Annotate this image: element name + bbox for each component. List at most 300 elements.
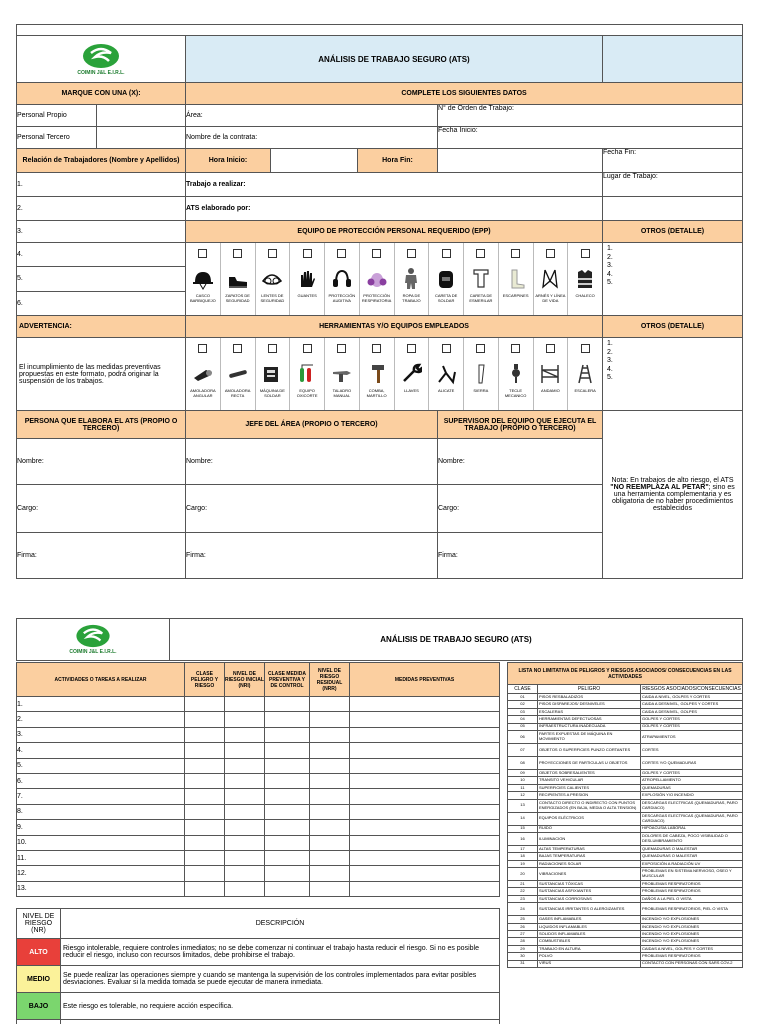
epp-checkbox[interactable] bbox=[581, 249, 590, 258]
list-item bbox=[508, 832, 743, 845]
actividad-input-cell[interactable] bbox=[185, 789, 225, 804]
herramienta-checkbox[interactable] bbox=[372, 344, 381, 353]
actividad-input-cell[interactable] bbox=[225, 758, 265, 773]
actividad-cell[interactable]: 6. bbox=[17, 773, 185, 788]
herramienta-icon bbox=[192, 362, 214, 386]
epp-checkbox[interactable] bbox=[546, 249, 555, 258]
herramienta-icon bbox=[227, 362, 249, 386]
fecha-inicio-field[interactable]: Fecha Inicio: bbox=[438, 127, 743, 149]
actividad-input-cell[interactable] bbox=[265, 758, 310, 773]
actividad-input-cell[interactable] bbox=[310, 835, 350, 850]
table-row bbox=[17, 712, 500, 727]
actividad-input-cell[interactable] bbox=[265, 697, 310, 712]
actividad-input-cell[interactable] bbox=[265, 789, 310, 804]
herramienta-label: AMOLADORA ANGULAR bbox=[190, 388, 216, 398]
epp-checkbox[interactable] bbox=[337, 249, 346, 258]
elabora-cargo[interactable]: Cargo: bbox=[17, 485, 186, 533]
herramienta-item bbox=[255, 338, 290, 410]
personal-tercero-mark[interactable] bbox=[97, 127, 186, 149]
herramienta-label: AMOLADORA RECTA bbox=[224, 388, 251, 398]
list-item bbox=[508, 694, 743, 701]
worker-row[interactable]: 2. bbox=[17, 197, 186, 221]
actividad-input-cell[interactable] bbox=[350, 727, 500, 742]
nivel-riesgo-header: NIVEL DE RIESGO (NR) bbox=[17, 909, 61, 939]
lista-peligro-cell: POLVO bbox=[538, 953, 641, 960]
actividad-input-cell[interactable] bbox=[350, 835, 500, 850]
actividad-input-cell[interactable] bbox=[225, 697, 265, 712]
epp-icon bbox=[539, 267, 561, 291]
actividad-cell[interactable]: 10. bbox=[17, 835, 185, 850]
herramienta-label: COMBA, MARTILLO bbox=[366, 388, 387, 398]
lista-riesgo-cell: DESCARGAS ELECTRICAS (QUEMADURAS, PARO CARDIACO) bbox=[641, 799, 743, 812]
actividad-cell[interactable]: 11. bbox=[17, 850, 185, 865]
otros-item[interactable]: 2. bbox=[607, 253, 613, 261]
actividad-input-cell[interactable] bbox=[310, 758, 350, 773]
lista-clase-cell: 12 bbox=[508, 792, 538, 799]
epp-label: PROTECCIÓN RESPIRATORIA bbox=[361, 293, 392, 303]
herramienta-item bbox=[359, 338, 394, 410]
table-row bbox=[17, 758, 500, 773]
logo-text: COIMIN J&L E.I.R.L. bbox=[77, 69, 125, 76]
actividad-input-cell[interactable] bbox=[225, 727, 265, 742]
lista-peligro-cell: PARTES EXPUESTAS DE MÁQUINA EN MOVIMIENTO bbox=[538, 730, 641, 743]
area-field[interactable]: Área: bbox=[186, 105, 438, 127]
elabora-firma[interactable]: Firma: bbox=[17, 533, 186, 579]
lista-clase-cell: 25 bbox=[508, 916, 538, 923]
herramienta-item bbox=[498, 338, 533, 410]
lista-peligro-cell: HERRAMIENTAS DEFECTUOSAS bbox=[538, 716, 641, 723]
actividad-input-cell[interactable] bbox=[310, 866, 350, 881]
herramienta-icon bbox=[331, 362, 353, 386]
company-logo-icon bbox=[81, 43, 121, 69]
actividad-input-cell[interactable] bbox=[225, 820, 265, 835]
personal-propio-mark[interactable] bbox=[97, 105, 186, 127]
lista-peligro-cell: PISOS DISPAREJOS/ DESNIVELES bbox=[538, 701, 641, 708]
actividad-input-cell[interactable] bbox=[350, 758, 500, 773]
epp-icon bbox=[227, 267, 249, 291]
epp-item bbox=[255, 243, 290, 315]
persona-elabora-header: PERSONA QUE ELABORA EL ATS (PROPIO O TERCERO) bbox=[17, 411, 186, 439]
lista-riesgo-cell: PROBLEMAS RESPIRATORIOS bbox=[641, 953, 743, 960]
hora-fin-label: Hora Fin: bbox=[358, 149, 438, 173]
epp-checkbox[interactable] bbox=[372, 249, 381, 258]
list-item bbox=[508, 895, 743, 902]
blank-cell bbox=[17, 1020, 61, 1024]
lista-clase-cell: 02 bbox=[508, 701, 538, 708]
table-row bbox=[17, 835, 500, 850]
actividad-input-cell[interactable] bbox=[310, 743, 350, 758]
actividad-input-cell[interactable] bbox=[225, 835, 265, 850]
epp-label: CHALECO bbox=[575, 293, 595, 298]
table-row bbox=[17, 804, 500, 819]
table-row bbox=[17, 881, 500, 896]
list-item bbox=[508, 845, 743, 852]
lista-riesgo-cell: DESCARGAS ELECTRICAS (QUEMADURAS, PARO CARDIACO) bbox=[641, 812, 743, 825]
lista-clase-cell: 11 bbox=[508, 784, 538, 791]
list-item bbox=[508, 881, 743, 888]
list-item bbox=[508, 769, 743, 776]
lista-peligro-cell: CONTACTO DIRECTO O INDIRECTO CON PUNTOS ENERGIZADOS (EN BAJA, MEDIA O ALTA TENSION) bbox=[538, 799, 641, 812]
epp-checkbox[interactable] bbox=[442, 249, 451, 258]
herramienta-checkbox[interactable] bbox=[511, 344, 520, 353]
herramienta-item bbox=[533, 338, 568, 410]
herramienta-label: LLAVES bbox=[403, 388, 419, 393]
otros-item[interactable]: 3. bbox=[607, 262, 613, 269]
lista-riesgo-cell: HIPOACUSIA LABORAL bbox=[641, 825, 743, 832]
actividad-input-cell[interactable] bbox=[265, 881, 310, 896]
ats-form-page-1 bbox=[16, 24, 743, 579]
lista-riesgo-cell: CAIDA A DESNIVEL, GOLPES Y CORTES bbox=[641, 701, 743, 708]
list-item bbox=[508, 812, 743, 825]
otros-item[interactable]: 4. bbox=[607, 270, 613, 278]
actividad-cell[interactable]: 9. bbox=[17, 820, 185, 835]
actividad-input-cell[interactable] bbox=[185, 773, 225, 788]
herramienta-checkbox[interactable] bbox=[198, 344, 207, 353]
table-row bbox=[17, 789, 500, 804]
actividad-input-cell[interactable] bbox=[350, 820, 500, 835]
actividad-input-cell[interactable] bbox=[225, 743, 265, 758]
herramienta-checkbox[interactable] bbox=[233, 344, 242, 353]
epp-item bbox=[359, 243, 394, 315]
actividad-input-cell[interactable] bbox=[310, 789, 350, 804]
jefe-nombre[interactable]: Nombre: bbox=[186, 439, 438, 485]
epp-icon bbox=[192, 267, 214, 291]
epp-icon bbox=[435, 267, 457, 291]
page-title: ANÁLISIS DE TRABAJO SEGURO (ATS) bbox=[170, 619, 743, 661]
supervisor-firma[interactable]: Firma: bbox=[438, 533, 603, 579]
lugar-field[interactable]: Lugar de Trabajo: bbox=[603, 173, 743, 197]
actividad-input-cell[interactable] bbox=[265, 727, 310, 742]
lista-clase-cell: 31 bbox=[508, 960, 538, 967]
epp-checkbox[interactable] bbox=[268, 249, 277, 258]
actividad-input-cell[interactable] bbox=[350, 850, 500, 865]
epp-label: ARNÉS Y LÍNEA DE VIDA bbox=[535, 293, 566, 303]
herramienta-icon bbox=[435, 362, 457, 386]
epp-checkbox[interactable] bbox=[198, 249, 207, 258]
actividad-input-cell[interactable] bbox=[265, 835, 310, 850]
actividad-input-cell[interactable] bbox=[310, 850, 350, 865]
actividad-input-cell[interactable] bbox=[350, 712, 500, 727]
actividad-input-cell[interactable] bbox=[265, 804, 310, 819]
actividad-input-cell[interactable] bbox=[185, 712, 225, 727]
actividad-input-cell[interactable] bbox=[310, 727, 350, 742]
lista-peligro-cell: GASES INFLAMABLES bbox=[538, 916, 641, 923]
lista-col-clase: CLASE bbox=[508, 685, 538, 694]
actividad-input-cell[interactable] bbox=[350, 866, 500, 881]
actividad-cell[interactable]: 7. bbox=[17, 789, 185, 804]
epp-label: GUANTES bbox=[297, 293, 317, 298]
otros-herr-list bbox=[603, 338, 743, 411]
lista-riesgo-cell: INCENDIO Y/O EXPLOSIONES bbox=[641, 923, 743, 930]
actividad-input-cell[interactable] bbox=[310, 773, 350, 788]
lista-peligro-cell: LIQUIDOS INFLAMABLES bbox=[538, 923, 641, 930]
relacion-header: Relación de Trabajadores (Nombre y Apellidos) bbox=[17, 149, 186, 173]
otros-item[interactable]: 1. bbox=[607, 340, 613, 347]
nivel-alto-badge: ALTO bbox=[17, 939, 61, 966]
herramienta-checkbox[interactable] bbox=[337, 344, 346, 353]
list-item bbox=[508, 723, 743, 730]
herramienta-icon bbox=[574, 362, 596, 386]
actividad-cell[interactable]: 12. bbox=[17, 866, 185, 881]
page-2-header bbox=[16, 618, 742, 661]
actividad-input-cell[interactable] bbox=[310, 712, 350, 727]
lista-peligro-cell: SUSTANCIAS IRRITANTES O ALERGIZANTES bbox=[538, 903, 641, 916]
actividad-input-cell[interactable] bbox=[185, 804, 225, 819]
list-item bbox=[508, 756, 743, 769]
herramienta-item bbox=[220, 338, 255, 410]
epp-checkbox[interactable] bbox=[303, 249, 312, 258]
actividad-input-cell[interactable] bbox=[350, 773, 500, 788]
lista-peligro-cell: SUPERFICIES CALIENTES bbox=[538, 784, 641, 791]
worker-row[interactable]: 4. bbox=[17, 243, 186, 267]
worker-row[interactable]: 5. bbox=[17, 267, 186, 291]
contrata-field[interactable]: Nombre de la contrata: bbox=[186, 127, 438, 149]
list-item bbox=[508, 960, 743, 967]
actividad-input-cell[interactable] bbox=[310, 881, 350, 896]
actividad-input-cell[interactable] bbox=[265, 866, 310, 881]
otros-item[interactable]: 1. bbox=[607, 245, 613, 252]
lista-peligro-cell: EQUIPOS ELÉCTRICOS bbox=[538, 812, 641, 825]
lista-clase-cell: 05 bbox=[508, 723, 538, 730]
actividad-input-cell[interactable] bbox=[310, 804, 350, 819]
herramienta-icon bbox=[296, 362, 318, 386]
lista-clase-cell: 28 bbox=[508, 938, 538, 945]
lista-clase-cell: 06 bbox=[508, 730, 538, 743]
actividad-input-cell[interactable] bbox=[225, 789, 265, 804]
herramienta-item bbox=[394, 338, 429, 410]
epp-item bbox=[428, 243, 463, 315]
herramienta-item bbox=[428, 338, 463, 410]
actividad-input-cell[interactable] bbox=[225, 773, 265, 788]
nivel-medio-badge: MEDIO bbox=[17, 966, 61, 993]
lista-clase-cell: 14 bbox=[508, 812, 538, 825]
epp-checkbox[interactable] bbox=[476, 249, 485, 258]
actividad-input-cell[interactable] bbox=[185, 835, 225, 850]
epp-label: PROTECCIÓN AUDITIVA bbox=[328, 293, 356, 303]
actividad-input-cell[interactable] bbox=[265, 820, 310, 835]
epp-icon bbox=[574, 267, 596, 291]
list-item bbox=[508, 716, 743, 723]
otros-item[interactable]: 5. bbox=[607, 374, 613, 381]
lista-riesgo-cell: CONTACTO CON PERSONAS CON SARS COV-2 bbox=[641, 960, 743, 967]
worker-row[interactable]: 1. bbox=[17, 173, 186, 197]
col-nivel-inicial: NIVEL DE RIESGO INICIAL (NRI) bbox=[225, 663, 265, 697]
epp-icon bbox=[400, 267, 422, 291]
epp-grid bbox=[186, 243, 603, 316]
jefe-firma[interactable]: Firma: bbox=[186, 533, 438, 579]
herramienta-label: TALADRO MANUAL bbox=[332, 388, 352, 398]
herramienta-checkbox[interactable] bbox=[546, 344, 555, 353]
lista-clase-cell: 21 bbox=[508, 881, 538, 888]
herramienta-icon bbox=[261, 362, 283, 386]
elabora-nombre[interactable]: Nombre: bbox=[17, 439, 186, 485]
epp-icon bbox=[331, 267, 353, 291]
lista-riesgo-cell: CAIDA A NIVEL, GOLPES Y CORTES bbox=[641, 694, 743, 701]
actividad-input-cell[interactable] bbox=[225, 804, 265, 819]
epp-item bbox=[498, 243, 533, 315]
actividad-cell[interactable]: 1. bbox=[17, 697, 185, 712]
marque-header: MARQUE CON UNA (X): bbox=[17, 83, 186, 105]
actividad-input-cell[interactable] bbox=[310, 820, 350, 835]
table-row bbox=[17, 773, 500, 788]
list-item bbox=[508, 825, 743, 832]
lista-peligro-cell: BAJAS TEMPERATURAS bbox=[538, 853, 641, 860]
actividad-cell[interactable]: 5. bbox=[17, 758, 185, 773]
actividad-input-cell[interactable] bbox=[185, 743, 225, 758]
actividad-input-cell[interactable] bbox=[185, 727, 225, 742]
herramienta-item bbox=[463, 338, 498, 410]
hora-fin-input[interactable] bbox=[438, 149, 603, 173]
actividad-input-cell[interactable] bbox=[185, 758, 225, 773]
actividad-cell[interactable]: 4. bbox=[17, 743, 185, 758]
epp-checkbox[interactable] bbox=[407, 249, 416, 258]
epp-icon bbox=[296, 267, 318, 291]
nivel-medio-text: Se puede realizar las operaciones siempre y cuando se mantenga la supervisión de los controles implementados para evitar posibles desviaciones. Evaluar si la medida tomada se puede ejecutar de manera inmediata. bbox=[61, 966, 500, 993]
lista-peligro-cell: SUSTANCIAS TÓXICAS bbox=[538, 881, 641, 888]
actividad-input-cell[interactable] bbox=[350, 743, 500, 758]
actividad-input-cell[interactable] bbox=[225, 712, 265, 727]
actividad-input-cell[interactable] bbox=[185, 850, 225, 865]
jefe-cargo[interactable]: Cargo: bbox=[186, 485, 438, 533]
herramienta-label: TECLE MECANICO bbox=[504, 388, 527, 398]
table-row bbox=[17, 743, 500, 758]
worker-row[interactable]: 6. bbox=[17, 291, 186, 315]
otros-header: OTROS (DETALLE) bbox=[603, 316, 743, 338]
lista-peligro-cell: VIBRACIONES bbox=[538, 868, 641, 881]
herramienta-icon bbox=[366, 362, 388, 386]
supervisor-nombre[interactable]: Nombre: bbox=[438, 439, 603, 485]
lista-riesgo-cell: EXPLOSIÓN Y/O INCENDIO bbox=[641, 792, 743, 799]
epp-item bbox=[289, 243, 324, 315]
actividad-input-cell[interactable] bbox=[350, 804, 500, 819]
supervisor-header: SUPERVISOR DEL EQUIPO QUE EJECUTA EL TRABAJO (PROPIO O TERCERO) bbox=[438, 411, 603, 439]
herramienta-label: ALICATE bbox=[437, 388, 455, 393]
epp-icon bbox=[261, 267, 283, 291]
page-1 bbox=[16, 24, 742, 579]
actividad-input-cell[interactable] bbox=[225, 866, 265, 881]
actividad-input-cell[interactable] bbox=[185, 820, 225, 835]
actividad-cell[interactable]: 3. bbox=[17, 727, 185, 742]
supervisor-cargo[interactable]: Cargo: bbox=[438, 485, 603, 533]
epp-label: CASCO BARBIQUEJO bbox=[189, 293, 216, 303]
actividad-cell[interactable]: 2. bbox=[17, 712, 185, 727]
actividad-input-cell[interactable] bbox=[225, 850, 265, 865]
herramienta-checkbox[interactable] bbox=[407, 344, 416, 353]
actividad-input-cell[interactable] bbox=[185, 697, 225, 712]
herramienta-checkbox[interactable] bbox=[268, 344, 277, 353]
lista-riesgo-cell: CORTES bbox=[641, 743, 743, 756]
herramienta-checkbox[interactable] bbox=[581, 344, 590, 353]
list-item bbox=[508, 784, 743, 791]
epp-label: ZAPATOS DE SEGURIDAD bbox=[225, 293, 250, 303]
lista-riesgo-cell: EXPOSICIÓN A RADIACIÓN UV bbox=[641, 860, 743, 867]
herramienta-icon bbox=[505, 362, 527, 386]
lista-clase-cell: 26 bbox=[508, 923, 538, 930]
nota-text: Nota: En trabajos de alto riesgo, el ATS bbox=[611, 477, 734, 484]
lista-riesgo-cell: GOLPES Y CORTES bbox=[641, 723, 743, 730]
actividad-input-cell[interactable] bbox=[185, 881, 225, 896]
ats-elaborado-field[interactable]: ATS elaborado por: bbox=[186, 197, 603, 221]
lista-clase-cell: 03 bbox=[508, 708, 538, 715]
logo-cell bbox=[17, 619, 170, 661]
lista-riesgo-cell: PROBLEMAS RESPIRATORIOS bbox=[641, 881, 743, 888]
otros-item[interactable]: 5. bbox=[607, 279, 613, 286]
blank-cell bbox=[61, 1020, 500, 1024]
lista-peligro-cell: ALTAS TEMPERATURAS bbox=[538, 845, 641, 852]
lista-peligro-cell: RADIACIONES SOLAR bbox=[538, 860, 641, 867]
epp-checkbox[interactable] bbox=[233, 249, 242, 258]
epp-item bbox=[533, 243, 568, 315]
epp-checkbox[interactable] bbox=[511, 249, 520, 258]
lista-riesgo-cell: CAIDA A DESNIVEL, GOLPES bbox=[641, 708, 743, 715]
trabajo-field[interactable]: Trabajo a realizar: bbox=[186, 173, 603, 197]
herramienta-item bbox=[186, 338, 220, 410]
lista-riesgo-cell: INCENDIO Y/O EXPLOSIONES bbox=[641, 938, 743, 945]
otros-item[interactable]: 2. bbox=[607, 348, 613, 356]
list-item bbox=[508, 743, 743, 756]
list-item bbox=[508, 916, 743, 923]
herramienta-item bbox=[567, 338, 602, 410]
lista-title: LISTA NO LIMITATIVA DE PELIGROS Y RIESGOS ASOCIADOS/ CONSECUENCIAS EN LAS ACTIVIDADES bbox=[508, 663, 743, 685]
personal-propio-label: Personal Propio bbox=[17, 105, 97, 127]
actividad-input-cell[interactable] bbox=[265, 743, 310, 758]
herramienta-checkbox[interactable] bbox=[303, 344, 312, 353]
fecha-fin-field[interactable]: Fecha Fin: bbox=[603, 149, 743, 173]
advertencia-header: ADVERTENCIA: bbox=[17, 316, 186, 338]
actividad-input-cell[interactable] bbox=[265, 850, 310, 865]
company-logo-icon bbox=[73, 624, 113, 648]
lista-riesgo-cell: PROBLEMAS EN SISTEMA NERVIOSO, OSEO Y MUSCULAR bbox=[641, 868, 743, 881]
epp-label: ESCARPINES bbox=[502, 293, 529, 298]
herramienta-checkbox[interactable] bbox=[442, 344, 451, 353]
worker-row[interactable]: 3. bbox=[17, 221, 186, 243]
col-clase-medida: CLASE MEDIDA PREVENTIVA Y DE CONTROL bbox=[265, 663, 310, 697]
lista-riesgo-cell: INCENDIO Y/O EXPLOSIONES bbox=[641, 931, 743, 938]
actividad-input-cell[interactable] bbox=[265, 712, 310, 727]
actividad-input-cell[interactable] bbox=[350, 789, 500, 804]
actividades-table bbox=[16, 662, 500, 897]
list-item bbox=[508, 888, 743, 895]
page-title: ANÁLISIS DE TRABAJO SEGURO (ATS) bbox=[186, 36, 603, 83]
lista-clase-cell: 18 bbox=[508, 853, 538, 860]
personal-tercero-label: Personal Tercero bbox=[17, 127, 97, 149]
otros-item[interactable]: 3. bbox=[607, 357, 613, 364]
actividad-input-cell[interactable] bbox=[265, 773, 310, 788]
actividad-input-cell[interactable] bbox=[350, 697, 500, 712]
actividad-input-cell[interactable] bbox=[225, 881, 265, 896]
col-medidas: MEDIDAS PREVENTIVAS bbox=[350, 663, 500, 697]
lista-clase-cell: 08 bbox=[508, 756, 538, 769]
otros-item[interactable]: 4. bbox=[607, 365, 613, 373]
nivel-bajo-text: Este riesgo es tolerable, no requiere acción específica. bbox=[61, 993, 500, 1020]
herramienta-icon bbox=[470, 362, 492, 386]
epp-item bbox=[394, 243, 429, 315]
herramienta-checkbox[interactable] bbox=[476, 344, 485, 353]
lista-riesgo-cell: PROBLEMAS RESPIRATORIOS bbox=[641, 888, 743, 895]
list-item bbox=[508, 730, 743, 743]
hora-inicio-input[interactable] bbox=[271, 149, 358, 173]
list-item bbox=[508, 903, 743, 916]
epp-header: EQUIPO DE PROTECCIÓN PERSONAL REQUERIDO (EPP) bbox=[186, 221, 603, 243]
orden-field[interactable]: N° de Orden de Trabajo: bbox=[438, 105, 743, 127]
actividad-cell[interactable]: 8. bbox=[17, 804, 185, 819]
lista-riesgo-cell: ATROPELLAMIENTO bbox=[641, 777, 743, 784]
list-item bbox=[508, 777, 743, 784]
actividad-cell[interactable]: 13. bbox=[17, 881, 185, 896]
actividad-input-cell[interactable] bbox=[310, 697, 350, 712]
actividad-input-cell[interactable] bbox=[350, 881, 500, 896]
actividad-input-cell[interactable] bbox=[185, 866, 225, 881]
